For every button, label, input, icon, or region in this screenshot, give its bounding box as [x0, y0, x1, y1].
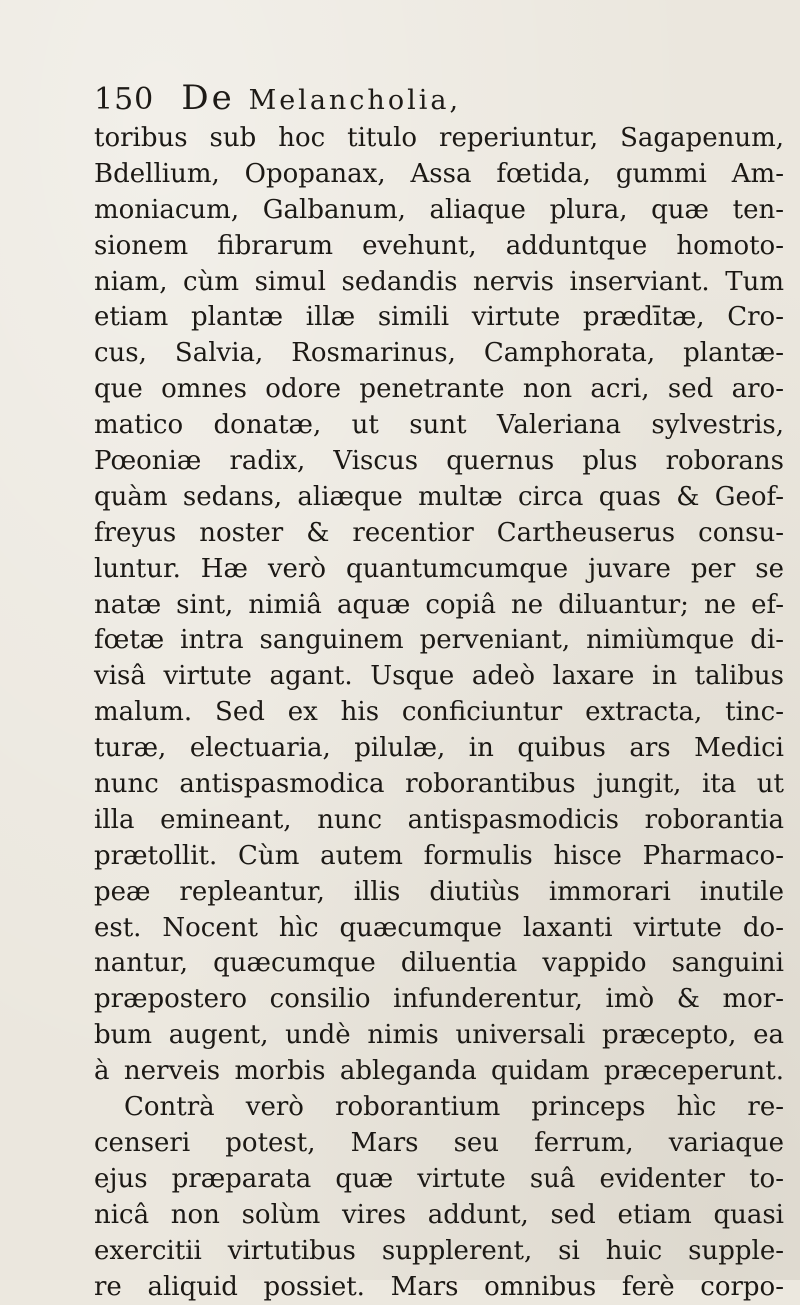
text-line: Contrà verò roborantium princeps hìc re-: [94, 1090, 784, 1126]
text-line: turæ, electuaria, pilulæ, in quibus ars Medici: [94, 731, 784, 767]
text-line: præpostero consilio infunderentur, imò & mor-: [94, 982, 784, 1018]
text-line: visâ virtute agant. Usque adeò laxare in talibus: [94, 659, 784, 695]
text-line: nunc antispasmodica roborantibus jungit, ita ut: [94, 767, 784, 803]
text-line: que omnes odore penetrante non acri, sed aro-: [94, 372, 784, 408]
running-title-main: Melancholia,: [249, 85, 461, 116]
page-number: 150: [94, 82, 154, 117]
body-text: [94, 121, 784, 1305]
text-line: nantur, quæcumque diluentia vappido sanguini: [94, 946, 784, 982]
text-line: sionem fibrarum evehunt, adduntque homoto-: [94, 229, 784, 265]
text-line: est. Nocent hìc quæcumque laxanti virtute do-: [94, 911, 784, 947]
text-line: Pœoniæ radix, Viscus quernus plus roborans: [94, 444, 784, 480]
text-line: freyus noster & recentior Cartheuserus consu-: [94, 516, 784, 552]
text-line: malum. Sed ex his conficiuntur extracta, tinc-: [94, 695, 784, 731]
text-line: illa emineant, nunc antispasmodicis roborantia: [94, 803, 784, 839]
text-line: à nerveis morbis ableganda quidam præceperunt.: [94, 1054, 784, 1090]
text-line: prætollit. Cùm autem formulis hisce Pharmaco-: [94, 839, 784, 875]
text-line: exercitii virtutibus supplerent, si huic supple-: [94, 1234, 784, 1270]
text-line: bum augent, undè nimis universali præcepto, ea: [94, 1018, 784, 1054]
text-line: nicâ non solùm vires addunt, sed etiam quasi: [94, 1198, 784, 1234]
text-line: matico donatæ, ut sunt Valeriana sylvestris,: [94, 408, 784, 444]
text-line: luntur. Hæ verò quantumcumque juvare per se: [94, 552, 784, 588]
text-line: niam, cùm simul sedandis nervis inserviant. Tum: [94, 265, 784, 301]
text-line: quàm sedans, aliæque multæ circa quas & Geof-: [94, 480, 784, 516]
text-line: etiam plantæ illæ simili virtute prædītæ, Cro-: [94, 300, 784, 336]
text-line: Bdellium, Opopanax, Assa fœtida, gummi Am-: [94, 157, 784, 193]
running-header: [94, 78, 774, 122]
text-line: ejus præparata quæ virtute suâ evidenter to-: [94, 1162, 784, 1198]
text-line: moniacum, Galbanum, aliaque plura, quæ ten-: [94, 193, 784, 229]
text-line: cus, Salvia, Rosmarinus, Camphorata, plantæ-: [94, 336, 784, 372]
text-line: toribus sub hoc titulo reperiuntur, Sagapenum,: [94, 121, 784, 157]
text-line: re aliquid possiet. Mars omnibus ferè corpo-: [94, 1270, 784, 1305]
text-line: censeri potest, Mars seu ferrum, variaque: [94, 1126, 784, 1162]
running-title: [181, 78, 461, 118]
text-line: fœtæ intra sanguinem perveniant, nimiùmque di-: [94, 623, 784, 659]
running-title-prefix: De: [181, 78, 234, 118]
text-line: natæ sint, nimiâ aquæ copiâ ne diluantur; ne ef-: [94, 588, 784, 624]
text-line: peæ repleantur, illis diutiùs immorari inutile: [94, 875, 784, 911]
